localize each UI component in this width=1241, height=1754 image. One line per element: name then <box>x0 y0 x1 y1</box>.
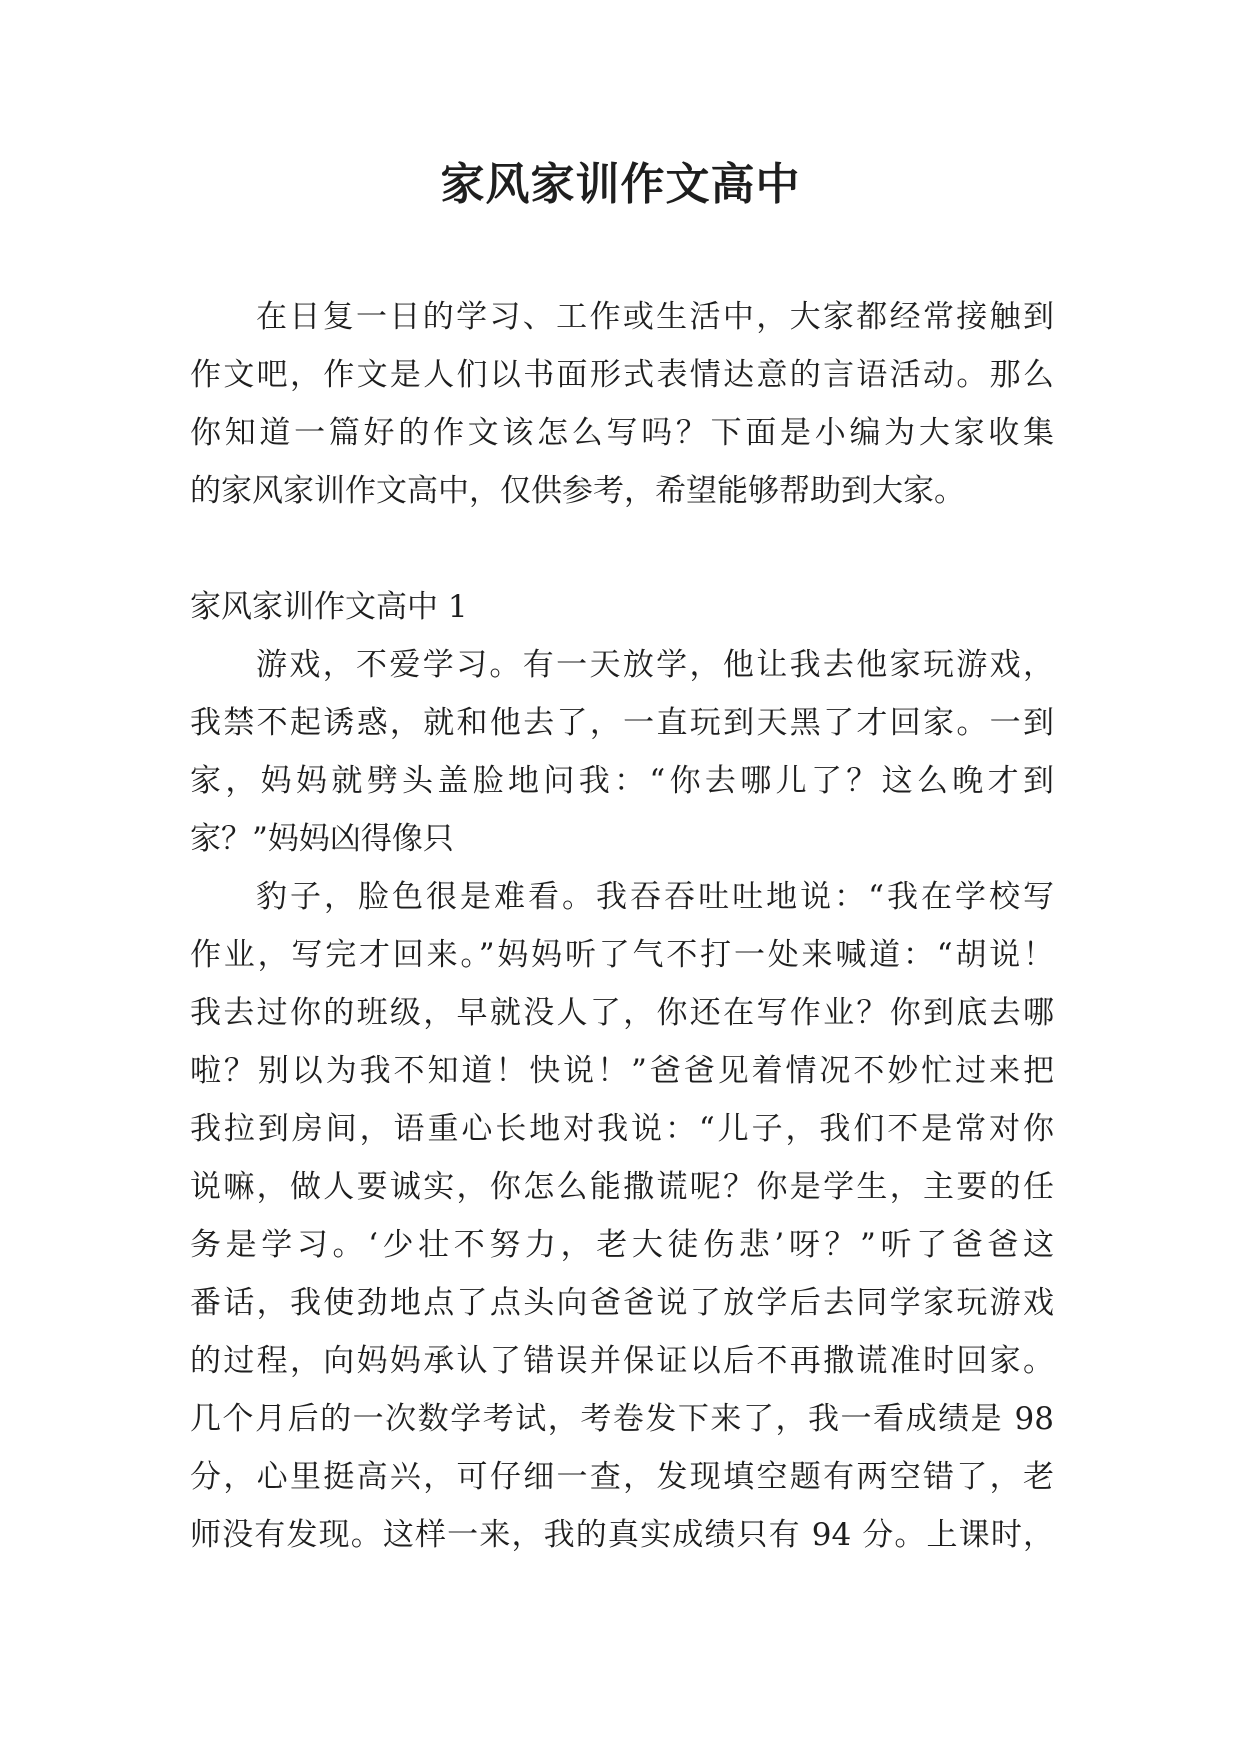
body-text-line: 番话，我使劲地点了点头向爸爸说了放学后去同学家玩游戏 <box>190 1285 1054 1321</box>
body-text-line: 分，心里挺高兴，可仔细一查，发现填空题有两空错了，老 <box>190 1459 1054 1495</box>
body-text-line: 说嘛，做人要诚实，你怎么能撒谎呢？你是学生，主要的任 <box>190 1169 1054 1205</box>
body-text-line: 我禁不起诱惑，就和他去了，一直玩到天黑了才回家。一到 <box>190 705 1054 741</box>
body-text-line: 几个月后的一次数学考试，考卷发下来了，我一看成绩是 98 <box>190 1401 1054 1437</box>
body-text-line: 的过程，向妈妈承认了错误并保证以后不再撒谎准时回家。 <box>190 1343 1054 1379</box>
body-text-line: 你知道一篇好的作文该怎么写吗？下面是小编为大家收集 <box>190 415 1054 451</box>
document-title: 家风家训作文高中 <box>440 159 801 210</box>
intro-paragraph <box>190 288 1054 520</box>
body-text-line: 我拉到房间，语重心长地对我说：“儿子，我们不是常对你 <box>190 1111 1054 1147</box>
body-text-line: 作文吧，作文是人们以书面形式表情达意的言语活动。那么 <box>190 357 1054 393</box>
body-text-line: 师没有发现。这样一来，我的真实成绩只有 94 分。上课时， <box>190 1517 1054 1553</box>
body-text-line: 啦？别以为我不知道！快说！”爸爸见着情况不妙忙过来把 <box>190 1053 1054 1089</box>
body-text-line: 家，妈妈就劈头盖脸地问我：“你去哪儿了？这么晚才到 <box>190 763 1054 799</box>
section-heading: 家风家训作文高中 1 <box>190 589 468 625</box>
body-text-line: 家？”妈妈凶得像只 <box>190 821 454 857</box>
body-text-line: 作业，写完才回来。”妈妈听了气不打一处来喊道：“胡说！ <box>190 937 1054 973</box>
body-text-line: 务是学习。‘少壮不努力，老大徒伤悲’呀？”听了爸爸这 <box>190 1227 1054 1263</box>
essay-paragraph <box>190 868 1054 1564</box>
body-text-line: 的家风家训作文高中，仅供参考，希望能够帮助到大家。 <box>190 473 965 509</box>
essay-paragraph <box>190 636 1054 868</box>
body-text-line: 游戏，不爱学习。有一天放学，他让我去他家玩游戏， <box>256 647 1054 683</box>
body-text-line: 豹子，脸色很是难看。我吞吞吐吐地说：“我在学校写 <box>256 879 1054 915</box>
document-body <box>190 288 1054 1564</box>
body-text-line: 我去过你的班级，早就没人了，你还在写作业？你到底去哪 <box>190 995 1054 1031</box>
body-text-line: 在日复一日的学习、工作或生活中，大家都经常接触到 <box>256 299 1054 335</box>
